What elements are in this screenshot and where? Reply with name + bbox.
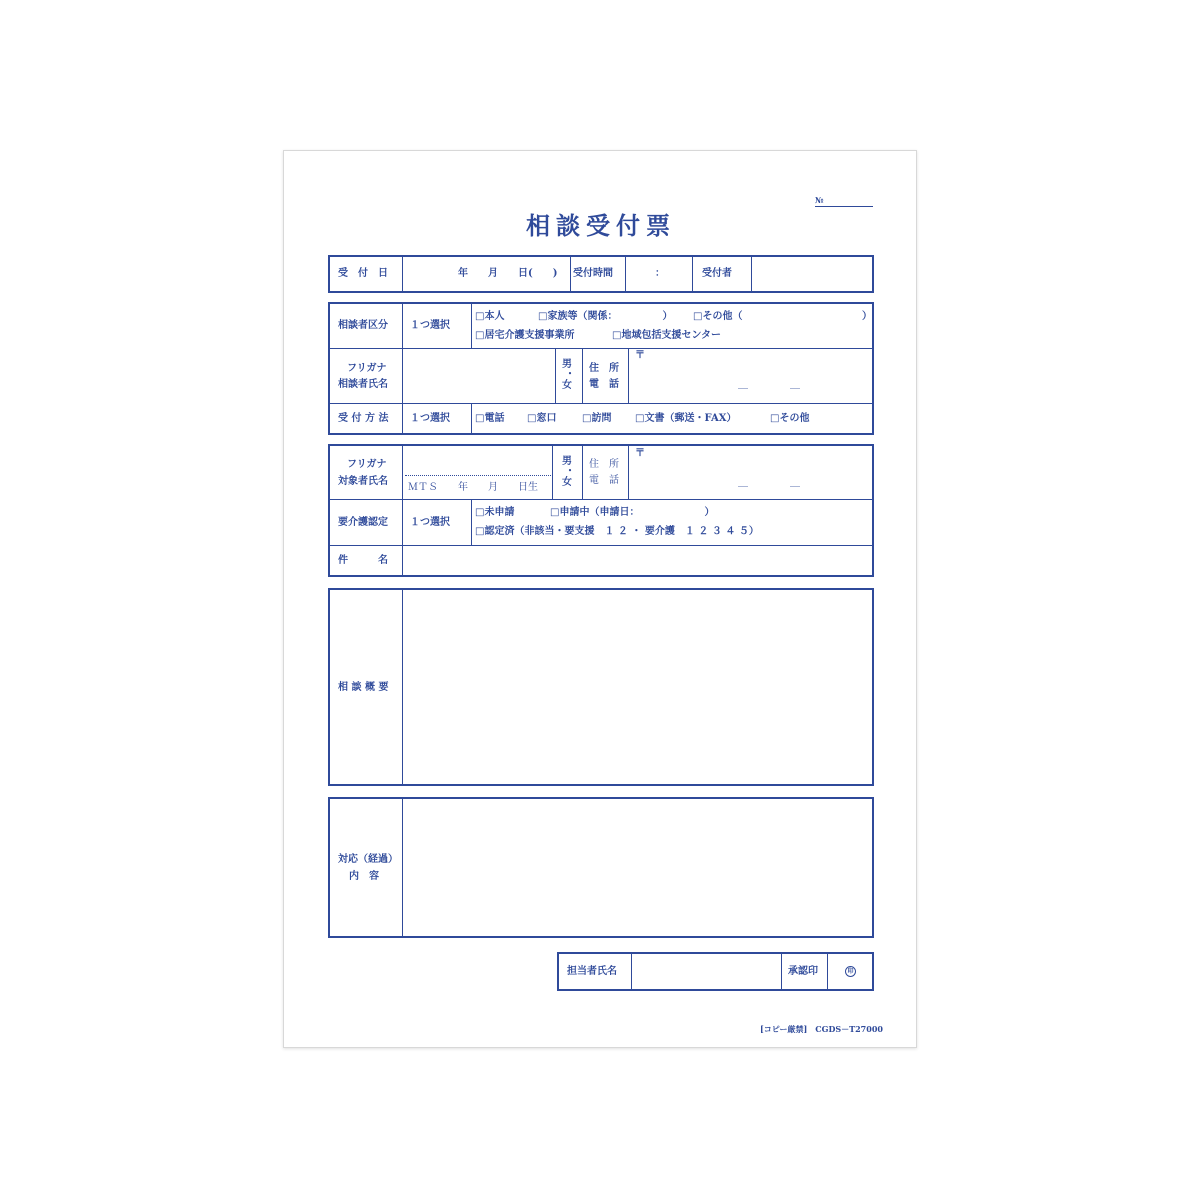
option-other[interactable]: □その他（ [693,311,743,322]
subject-gender-separator: ・ [565,466,575,477]
option-family[interactable]: □家族等（関係： ） [538,311,673,322]
subject-postal-mark: 〒 [635,448,645,459]
postal-mark: 〒 [635,350,645,361]
subject-address-label: 住 所 [589,459,619,470]
number-label: № [815,195,824,205]
subject-phone-dash-2: ＿ [790,478,800,489]
staff-name-field[interactable] [634,956,779,987]
phone-dash-1: ＿ [738,380,748,391]
method-phone[interactable]: □電話 [475,413,505,424]
option-support-center[interactable]: □地域包括支援センター [612,330,722,341]
reception-method-select-note: １つ選択 [410,413,450,424]
subject-title-field[interactable] [405,547,870,573]
care-not-applied[interactable]: □未申請 [475,507,515,518]
reception-date-label: 受 付 日 [338,268,388,279]
method-visit[interactable]: □訪問 [582,413,612,424]
response-block [328,797,874,938]
method-document[interactable]: □文書（郵送・FAX） [635,413,737,424]
subject-gender-male[interactable]: 男 [562,456,572,467]
consultee-furigana-label: フリガナ [347,363,387,374]
subject-name-label: 対象者氏名 [338,476,388,487]
summary-field[interactable] [405,592,870,782]
address-phone-field[interactable] [631,350,870,401]
reception-date-field[interactable]: 年 月 日( ) [458,268,558,279]
seal-icon[interactable]: 印 [845,966,856,977]
reception-time-field[interactable]: ： [655,268,665,279]
approval-label: 承認印 [788,966,818,977]
summary-block [328,588,874,786]
form-sheet [283,150,917,1048]
subject-address-field[interactable] [631,448,870,497]
response-field[interactable] [405,801,870,934]
option-other-close: ） [862,311,872,322]
staff-approval-row [557,952,874,991]
subject-title-label: 件 名 [338,555,388,566]
care-certified[interactable]: □認定済（非該当・要支援 １ ２ ・ 要介護 １ ２ ３ ４ ５） [475,526,759,537]
product-code: [コピー厳禁] CGDS－T27000 [760,1024,883,1034]
option-care-office[interactable]: □居宅介護支援事業所 [475,330,575,341]
consultee-category-select-note: １つ選択 [410,320,450,331]
summary-label: 相 談 概 要 [338,682,389,693]
consultee-name-field[interactable] [405,350,553,401]
subject-name-field[interactable] [405,448,551,474]
reception-time-label: 受付時間 [573,268,613,279]
care-applying[interactable]: □申請中（申請日： ） [550,507,715,518]
phone-label: 電 話 [589,379,619,390]
response-label-top: 対応（経過） [338,854,398,865]
consultee-block [328,302,874,435]
consultee-name-label: 相談者氏名 [338,379,388,390]
method-counter[interactable]: □窓口 [527,413,557,424]
subject-phone-label: 電 話 [589,475,619,486]
method-other[interactable]: □その他 [770,413,810,424]
subject-block [328,444,874,577]
birth-date-field[interactable]: ＭＴＳ 年 月 日生 [408,482,538,493]
address-label: 住 所 [589,363,619,374]
subject-furigana-label: フリガナ [347,459,387,470]
gender-female[interactable]: 女 [562,380,572,391]
option-self[interactable]: □本人 [475,311,505,322]
receiver-label: 受付者 [702,268,732,279]
care-certification-label: 要介護認定 [338,517,388,528]
subject-phone-dash-1: ＿ [738,478,748,489]
subject-gender-female[interactable]: 女 [562,477,572,488]
form-title: 相談受付票 [526,211,676,240]
staff-name-label: 担当者氏名 [567,966,617,977]
care-select-note: １つ選択 [410,517,450,528]
reception-row [328,255,874,293]
reception-method-label: 受 付 方 法 [338,413,389,424]
phone-dash-2: ＿ [790,380,800,391]
gender-separator: ・ [565,369,575,380]
response-label-bottom: 内 容 [349,871,379,882]
consultee-category-label: 相談者区分 [338,320,388,331]
gender-male[interactable]: 男 [562,359,572,370]
receiver-field[interactable] [754,259,870,289]
